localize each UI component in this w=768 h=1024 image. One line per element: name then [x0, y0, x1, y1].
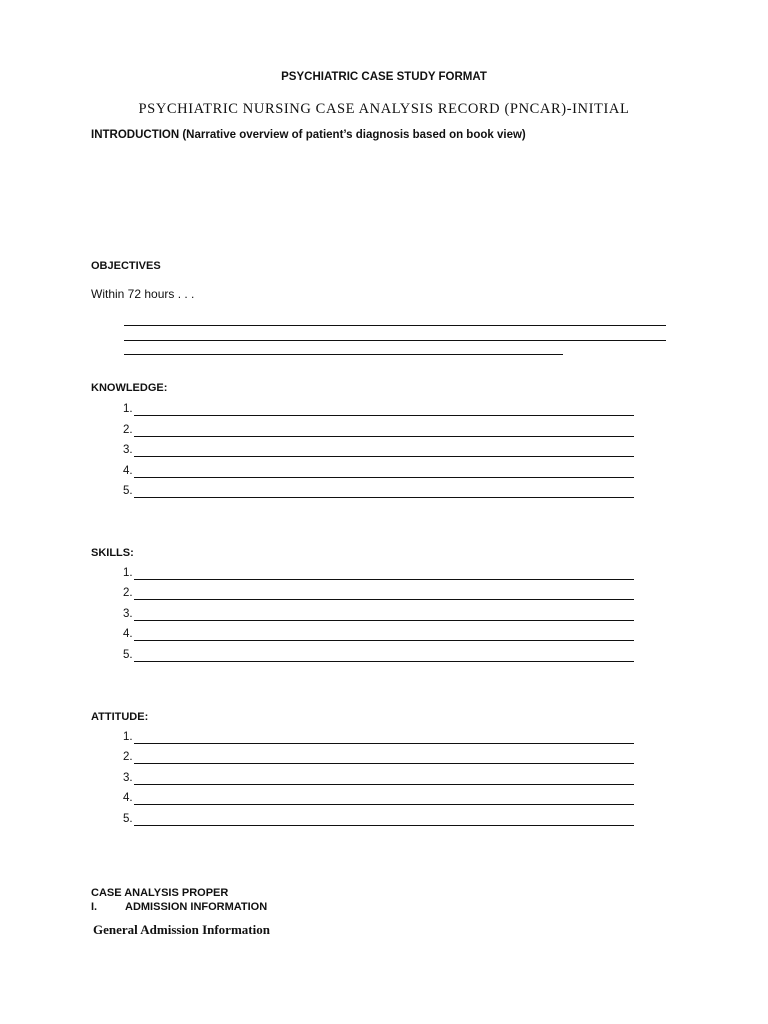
- item-number: 1.: [123, 567, 133, 579]
- objectives-blank-line-1[interactable]: [124, 325, 666, 326]
- item-number: 3.: [123, 608, 133, 620]
- blank-line[interactable]: [134, 804, 634, 805]
- objectives-blank-line-2[interactable]: [124, 340, 666, 341]
- case-analysis-heading: CASE ANALYSIS PROPER: [91, 887, 229, 899]
- blank-line[interactable]: [134, 640, 634, 641]
- item-number: 5.: [123, 649, 133, 661]
- blank-line[interactable]: [134, 825, 634, 826]
- item-number: 5.: [123, 485, 133, 497]
- blank-line[interactable]: [134, 497, 634, 498]
- blank-line[interactable]: [134, 579, 634, 580]
- item-number: 1.: [123, 403, 133, 415]
- item-number: 5.: [123, 813, 133, 825]
- objectives-heading: OBJECTIVES: [91, 260, 161, 272]
- objectives-within-text: Within 72 hours . . .: [91, 287, 195, 301]
- blank-line[interactable]: [134, 415, 634, 416]
- general-admission-heading: General Admission Information: [93, 922, 270, 937]
- section-title: ADMISSION INFORMATION: [125, 901, 268, 913]
- blank-line[interactable]: [134, 763, 634, 764]
- blank-line[interactable]: [134, 784, 634, 785]
- item-number: 1.: [123, 731, 133, 743]
- blank-line[interactable]: [134, 477, 634, 478]
- blank-line[interactable]: [134, 456, 634, 457]
- item-number: 4.: [123, 628, 133, 640]
- introduction-heading: INTRODUCTION (Narrative overview of patient’s diagnosis based on book view): [91, 129, 526, 141]
- blank-line[interactable]: [134, 661, 634, 662]
- item-number: 2.: [123, 424, 133, 436]
- blank-line[interactable]: [134, 599, 634, 600]
- item-number: 3.: [123, 444, 133, 456]
- knowledge-heading: KNOWLEDGE:: [91, 382, 168, 394]
- item-number: 4.: [123, 792, 133, 804]
- section-number: I.: [91, 901, 98, 913]
- document-title: PSYCHIATRIC CASE STUDY FORMAT: [281, 71, 487, 83]
- blank-line[interactable]: [134, 436, 634, 437]
- item-number: 3.: [123, 772, 133, 784]
- item-number: 2.: [123, 751, 133, 763]
- skills-heading: SKILLS:: [91, 547, 134, 559]
- attitude-heading: ATTITUDE:: [91, 711, 149, 723]
- document-subtitle: PSYCHIATRIC NURSING CASE ANALYSIS RECORD (PNCAR)-INITIAL: [138, 101, 630, 117]
- item-number: 2.: [123, 587, 133, 599]
- objectives-blank-line-3[interactable]: [124, 354, 563, 355]
- blank-line[interactable]: [134, 620, 634, 621]
- blank-line[interactable]: [134, 743, 634, 744]
- item-number: 4.: [123, 465, 133, 477]
